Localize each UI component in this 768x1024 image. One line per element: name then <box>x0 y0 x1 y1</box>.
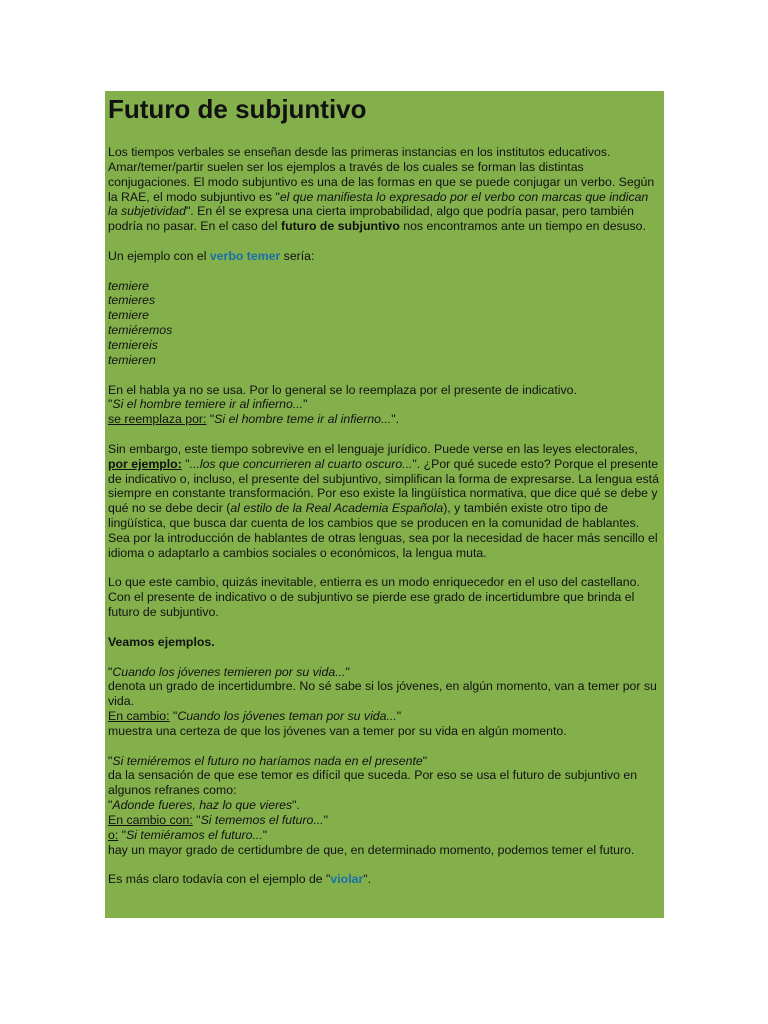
quote-mark: " <box>323 812 328 827</box>
quote-mark: ". <box>391 412 400 427</box>
example-quote: Si tememos el futuro... <box>200 812 324 827</box>
example-line <box>108 665 660 680</box>
example-quote: Si temiéramos el futuro... <box>126 827 263 842</box>
example-line <box>108 754 660 769</box>
example-explanation: hay un mayor grado de certidumbre de que, en determinado momento, podemos temer el futuro. <box>108 842 635 857</box>
rae-quote: el que manifiesta lo expresado por el verbo con marcas que indican la subjetividad <box>108 189 649 219</box>
violar-link[interactable]: violar <box>330 872 364 887</box>
usage-text: En el habla ya no se usa. Por lo general se lo reemplaza por el presente de indicativo. <box>108 382 577 397</box>
example-line <box>108 828 660 843</box>
conjugation-list <box>108 279 660 368</box>
change-paragraph: Lo que este cambio, quizás inevitable, entierra es un modo enriquecedor en el uso del castellano. Con el presente de indicativo o de subjuntivo se pierde ese grado de incertidumbre que brinda el futuro de subjuntivo. <box>108 575 640 620</box>
usage-example-2 <box>108 412 660 427</box>
quote-mark: " <box>108 798 113 813</box>
quote-mark: " <box>262 827 268 842</box>
replacement-label: se reemplaza por: <box>108 412 207 427</box>
legal-quote: ...los que concurrieren al cuarto oscuro... <box>189 456 413 471</box>
quote-mark: " <box>108 397 113 412</box>
quote-mark: " <box>108 753 113 768</box>
intro-text: Los tiempos verbales se enseñan desde las primeras instancias en los institutos educativos. Amar/temer/partir suelen ser los ejemplos a través de los cuales se forman las distintas conjugaciones. El modo subjuntivo es una de las formas en que se puede conjugar un verbo. Según la RAE, el modo subjuntivo es " <box>108 145 655 204</box>
example-quote: Si temiéremos el futuro no haríamos nada en el presente <box>112 753 423 768</box>
example-line <box>108 813 660 828</box>
quote-mark: " <box>422 753 428 768</box>
examples-heading: Veamos ejemplos. <box>108 634 215 649</box>
en-cambio-label: En cambio: <box>108 709 170 724</box>
usage-example-1 <box>108 397 660 412</box>
quote-mark: " <box>396 709 402 724</box>
quote-mark: " <box>118 827 127 842</box>
example-intro-paragraph <box>108 249 660 264</box>
conjugation-item: temieren <box>108 352 156 367</box>
verbo-temer-link[interactable]: verbo temer <box>209 248 281 263</box>
example-intro-text-2: sería: <box>280 248 315 263</box>
closing-text-2: ". <box>363 872 372 887</box>
conjugation-item: temiereis <box>108 337 158 352</box>
example-line <box>108 798 660 813</box>
example-line <box>108 709 660 724</box>
conjugation-item: temiere <box>108 308 150 323</box>
quote-mark: " <box>206 412 215 427</box>
example-explanation: denota un grado de incertidumbre. No sé sabe si los jóvenes, en algún momento, van a temer por su vida. <box>108 679 657 709</box>
conjugation-item: temiere <box>108 278 150 293</box>
usage-paragraph <box>108 383 660 428</box>
quote-mark: " <box>303 397 308 412</box>
refran-quote: Adonde fueres, haz lo que vieres <box>112 798 293 813</box>
example-intro-text: Un ejemplo con el <box>108 248 210 263</box>
legal-text-3: ), y también existe otro tipo de lingüística, que busca dar cuenta de los cambios que se producen en la comunidad de hablantes. Sea por la introducción de hablantes de otras lenguas, sea por la necesidad de hacer más sencillo el idioma o adaptarlo a cambios sociales o económicos, la lengua muta. <box>108 501 658 560</box>
intro-text-2: ". En él se expresa una cierta improbabilidad, algo que podría pasar, pero también podría no pasar. En el caso del <box>108 204 634 234</box>
por-ejemplo-label: por ejemplo: <box>108 456 182 471</box>
example-block-1 <box>108 665 660 739</box>
en-cambio-con-label: En cambio con: <box>108 812 193 827</box>
conjugation-item: temiéremos <box>108 323 173 338</box>
example-block-2 <box>108 754 660 858</box>
quote-mark: " <box>345 664 350 679</box>
intro-text-3: nos encontramos ante un tiempo en desuso. <box>399 219 646 234</box>
closing-paragraph <box>108 872 660 887</box>
intro-paragraph <box>108 145 660 234</box>
conjugation-item: temieres <box>108 293 156 308</box>
example-quote: Si el hombre teme ir al infierno... <box>214 412 392 427</box>
example-explanation: da la sensación de que ese temor es difícil que suceda. Por eso se usa el futuro de subjuntivo en algunos refranes como: <box>108 768 638 798</box>
legal-text-2: ". ¿Por qué sucede esto? Porque el presente de indicativo o, incluso, el presente del subjuntivo, simplifican la forma de expresarse. La lengua está siempre en constante transformación. Por eso existe la lingüística normativa, que dice qué se debe y qué no se debe decir ( <box>108 456 659 516</box>
example-quote: Cuando los jóvenes temieren por su vida... <box>112 664 346 679</box>
quote-mark: " <box>108 664 113 679</box>
futuro-subjuntivo-bold: futuro de subjuntivo <box>280 219 400 234</box>
o-label: o: <box>108 827 119 842</box>
example-quote: Si el hombre temiere ir al infierno... <box>112 397 304 412</box>
article-panel <box>105 91 664 918</box>
legal-text: Sin embargo, este tiempo sobrevive en el lenguaje jurídico. Puede verse en las leyes electorales, <box>108 441 638 456</box>
quote-mark: ". <box>292 798 300 813</box>
quote-mark: " <box>181 456 190 471</box>
example-quote: Cuando los jóvenes teman por su vida... <box>177 709 397 724</box>
legal-paragraph <box>108 442 660 561</box>
rae-parenthetical: al estilo de la Real Academia Española <box>230 501 444 516</box>
quote-mark: " <box>192 812 201 827</box>
example-explanation: muestra una certeza de que los jóvenes van a temer por su vida en algún momento. <box>108 723 567 738</box>
quote-mark: " <box>169 709 178 724</box>
page-title: Futuro de subjuntivo <box>108 94 367 124</box>
closing-text: Es más claro todavía con el ejemplo de " <box>108 872 331 887</box>
